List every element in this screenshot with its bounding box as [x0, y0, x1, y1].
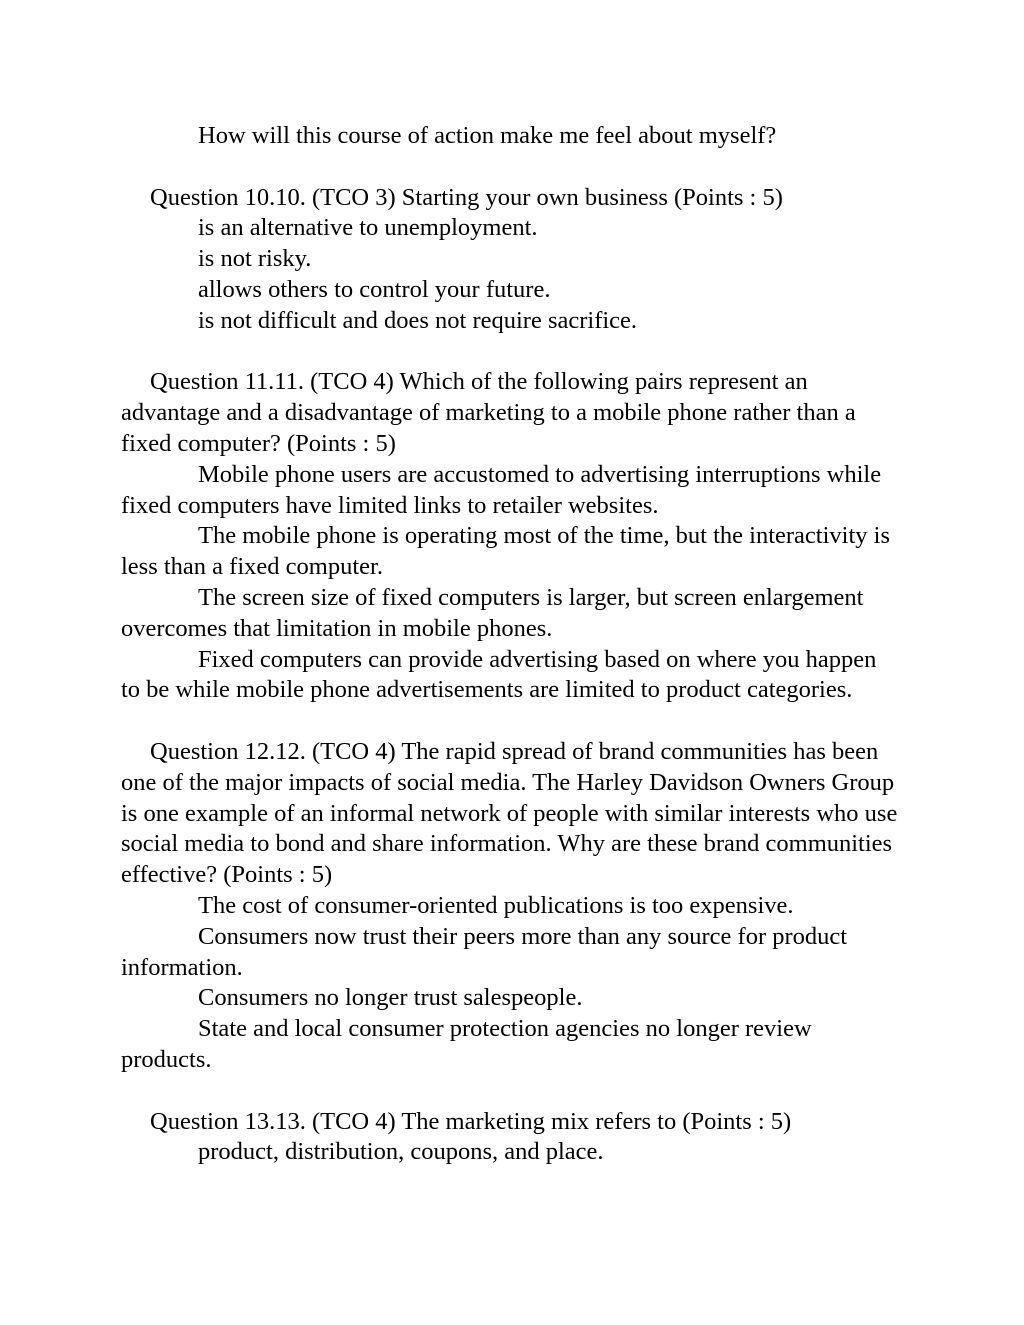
answer-option: product, distribution, coupons, and place.: [198, 1138, 604, 1166]
answer-option: The mobile phone is operating most of the time, but the interactivity is less than a fixed computer.: [121, 522, 890, 581]
answer-option: is not difficult and does not require sacrifice.: [198, 306, 638, 334]
question-stem: Question 10.10. (TCO 3) Starting your own business (Points : 5): [150, 183, 783, 211]
spacer: [121, 152, 901, 183]
question-stem: Question 13.13. (TCO 4) The marketing mix refers to (Points : 5): [150, 1107, 792, 1135]
spacer: [121, 1076, 901, 1107]
spacer: [121, 706, 901, 737]
answer-option: Mobile phone users are accustomed to advertising interruptions while fixed computers have limited links to retailer websites.: [121, 460, 882, 519]
spacer: [121, 337, 901, 368]
answer-option: Consumers now trust their peers more than any source for product information.: [121, 922, 848, 981]
answer-option: Fixed computers can provide advertising based on where you happen to be while mobile phone advertisements are limited to product categories.: [121, 645, 877, 704]
answer-option: State and local consumer protection agencies no longer review products.: [121, 1015, 812, 1073]
answer-option: Consumers no longer trust salespeople.: [198, 984, 583, 1012]
answer-option: How will this course of action make me feel about myself?: [198, 122, 777, 149]
question-stem: Question 11.11. (TCO 4) Which of the following pairs represent an advantage and a disadvantage of marketing to a mobile phone rather than a fixed computer? (Points : 5): [121, 368, 856, 457]
question-13: [121, 1107, 901, 1169]
answer-option: is not risky.: [198, 245, 312, 273]
answer-option: is an alternative to unemployment.: [198, 214, 538, 242]
document-page: [121, 121, 901, 1168]
answer-option: The screen size of fixed computers is larger, but screen enlargement overcomes that limitation in mobile phones.: [121, 583, 864, 642]
answer-option: allows others to control your future.: [198, 275, 551, 303]
answer-option: The cost of consumer-oriented publications is too expensive.: [198, 891, 794, 919]
question-10: [121, 183, 901, 337]
question-12: [121, 737, 901, 1076]
question-stem: Question 12.12. (TCO 4) The rapid spread of brand communities has been one of the major impacts of social media. The Harley Davidson Owners Group is one example of an informal network of people with similar interests who use social media to bond and share information. Why are these brand communities effective? (Points : 5): [121, 737, 898, 889]
question-11: [121, 367, 901, 706]
